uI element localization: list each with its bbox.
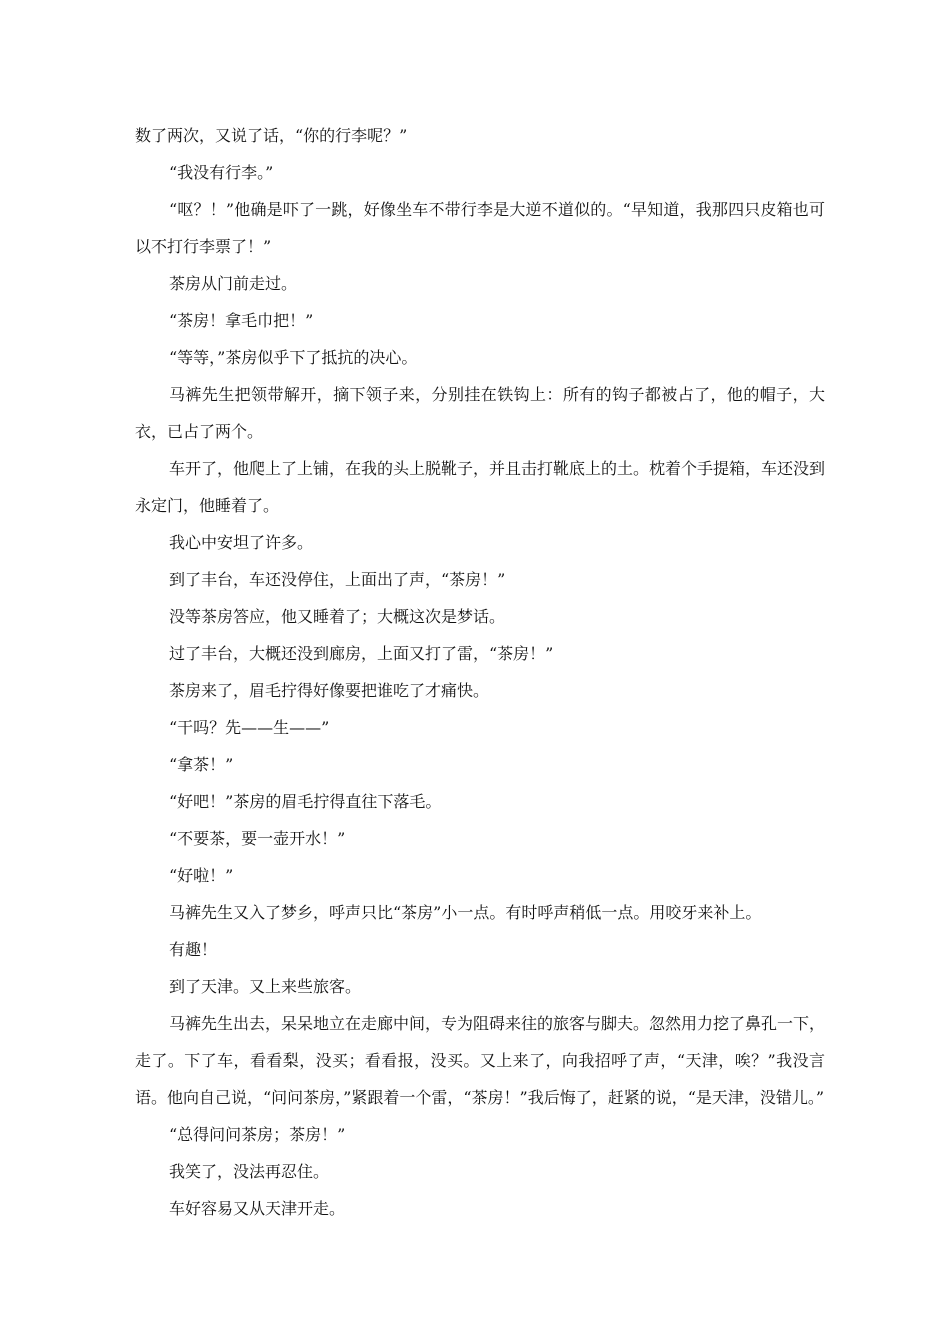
- paragraph: 马裤先生把领带解开，摘下领子来，分别挂在铁钩上：所有的钩子都被占了，他的帽子，大衣，已占了两个。: [135, 385, 825, 441]
- paragraph: 车好容易又从天津开走。: [169, 1199, 346, 1218]
- paragraph: “干吗？先——生——”: [169, 718, 330, 737]
- paragraph: “不要茶，要一壶开水！”: [169, 829, 346, 848]
- paragraph: 数了两次，又说了话，“你的行李呢？”: [135, 126, 408, 145]
- paragraph: “呕？！”他确是吓了一跳，好像坐车不带行李是大逆不道似的。“早知道，我那四只皮箱也可以不打行李票了！”: [135, 200, 825, 256]
- paragraph: 没等茶房答应，他又睡着了；大概这次是梦话。: [169, 607, 506, 626]
- paragraph: “等等，”茶房似乎下了抵抗的决心。: [169, 348, 418, 367]
- paragraph: 茶房从门前走过。: [169, 274, 298, 293]
- paragraph: “茶房！拿毛巾把！”: [169, 311, 314, 330]
- paragraph: “好吧！”茶房的眉毛拧得直往下落毛。: [169, 792, 442, 811]
- paragraph: 马裤先生又入了梦乡，呼声只比“茶房”小一点。有时呼声稍低一点。用咬牙来补上。: [169, 903, 762, 922]
- paragraph: 有趣！: [169, 940, 218, 959]
- paragraph: 我笑了，没法再忍住。: [169, 1162, 330, 1181]
- paragraph: “好啦！”: [169, 866, 234, 885]
- paragraph: 我心中安坦了许多。: [169, 533, 314, 552]
- paragraph: 到了天津。又上来些旅客。: [169, 977, 362, 996]
- paragraph: 到了丰台，车还没停住，上面出了声，“茶房！”: [169, 570, 506, 589]
- paragraph: 茶房来了，眉毛拧得好像要把谁吃了才痛快。: [169, 681, 490, 700]
- paragraph: 车开了，他爬上了上铺，在我的头上脱靴子，并且击打靴底上的土。枕着个手提箱，车还没到永定门，他睡着了。: [135, 459, 826, 515]
- paragraph: “总得问问茶房；茶房！”: [169, 1125, 346, 1144]
- body-text: [135, 117, 825, 1227]
- paragraph: “我没有行李。”: [169, 163, 274, 182]
- paragraph: 马裤先生出去，呆呆地立在走廊中间，专为阻碍来往的旅客与脚夫。忽然用力挖了鼻孔一下，走了。下了车，看看梨，没买；看看报，没买。又上来了，向我招呼了声，“天津，唉？”我没言语。他向自己说，“问问茶房，”紧跟着一个雷，“茶房！”我后悔了，赶紧的说，“是天津，没错儿。”: [135, 1014, 826, 1107]
- paragraph: 过了丰台，大概还没到廊房，上面又打了雷，“茶房！”: [169, 644, 554, 663]
- paragraph: “拿茶！”: [169, 755, 234, 774]
